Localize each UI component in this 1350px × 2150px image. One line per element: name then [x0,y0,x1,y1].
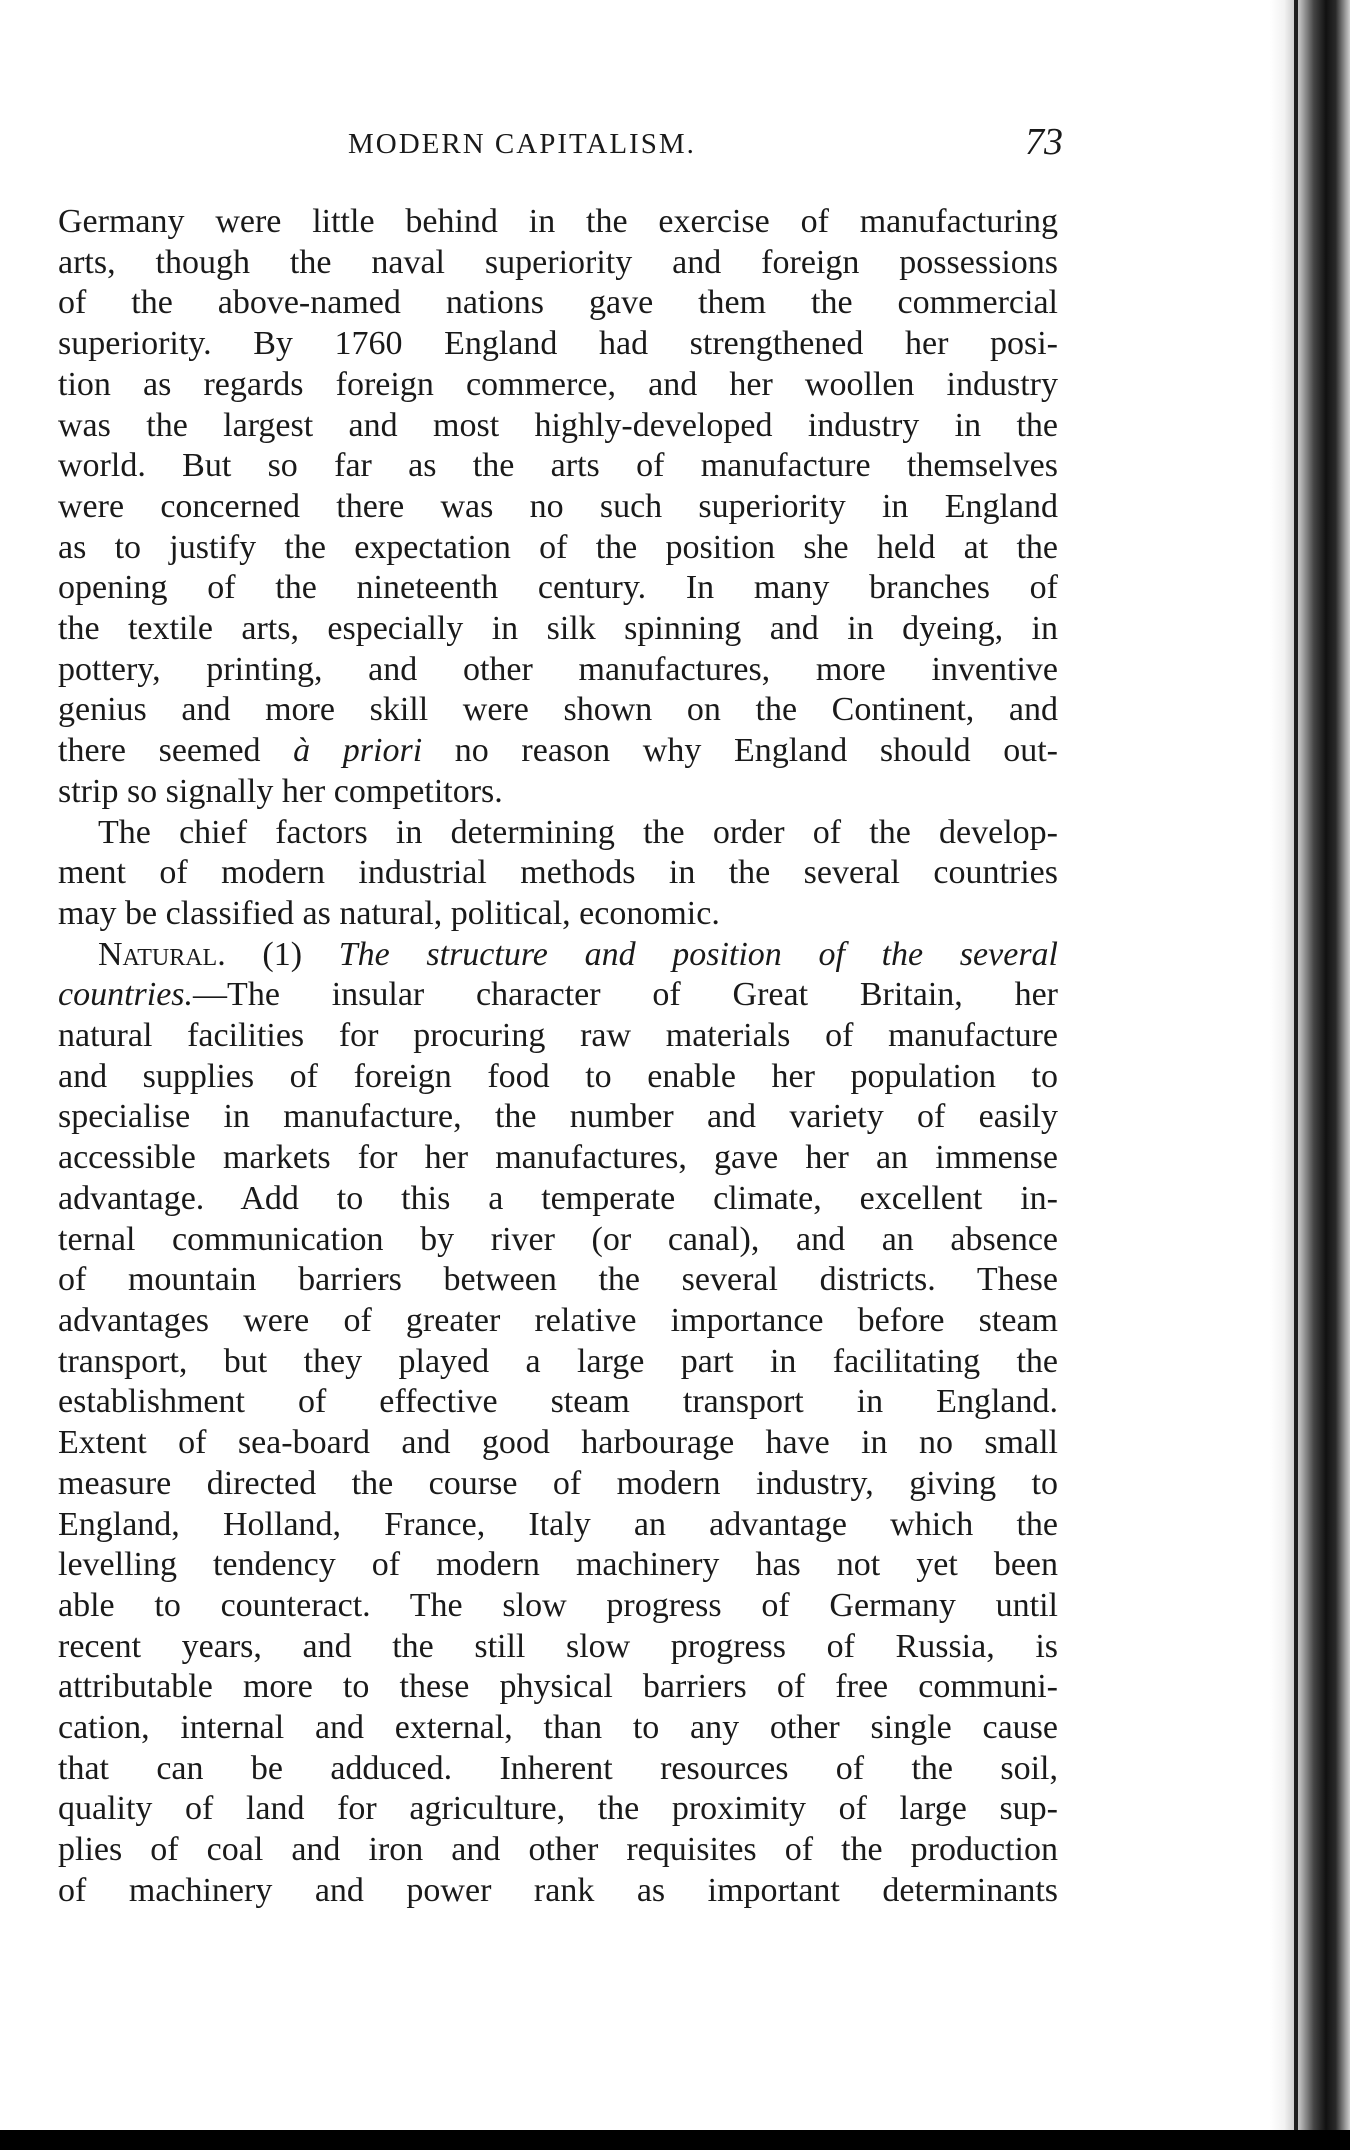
text-line: superiority. By 1760 England had strengthened her posi- [58,325,1058,363]
text-line: specialise in manufacture, the number and variety of easily [58,1098,1058,1136]
book-binding-edge [1270,0,1350,2150]
text-line: Extent of sea-board and good harbourage have in no small [58,1424,1058,1462]
text-line: pottery, printing, and other manufactures, more inventive [58,650,1058,688]
text-line: the textile arts, especially in silk spinning and in dyeing, in [58,610,1058,648]
italic-phrase: à priori [293,732,423,770]
text-line: strip so signally her competitors. [58,772,503,810]
text-line: transport, but they played a large part in facilitating the [58,1342,1058,1380]
text-line: ment of modern industrial methods in the several countries [58,854,1058,892]
text-line: that can be adduced. Inherent resources of the soil, [58,1749,1058,1787]
text-line: quality of land for agriculture, the proximity of large sup- [58,1790,1058,1828]
text-line: establishment of effective steam transport in England. [58,1383,1058,1421]
text-line: plies of coal and iron and other requisites of the production [58,1831,1058,1869]
text-line-natural [58,935,1058,976]
text-line: advantages were of greater relative importance before steam [58,1301,1058,1339]
text-line: accessible markets for her manufactures, gave her an immense [58,1139,1058,1177]
text-line: levelling tendency of modern machinery has not yet been [58,1546,1058,1584]
text-line: of the above-named nations gave them the commercial [58,284,1058,322]
text-line: and supplies of foreign food to enable her population to [58,1057,1058,1095]
page-header [58,121,1063,174]
text-line: natural facilities for procuring raw materials of manufacture [58,1017,1058,1055]
text-line: The chief factors in determining the order of the develop- [98,813,1058,851]
text-line: Germany were little behind in the exercise of manufacturing [58,203,1058,240]
text-line: cation, internal and external, than to any other single cause [58,1709,1058,1747]
text-run: —The insular character of Great Britain, her [193,976,1058,1014]
text-line: ternal communication by river (or canal), and an absence [58,1220,1058,1258]
text-line: world. But so far as the arts of manufacture themselves [58,447,1058,485]
text-line: advantage. Add to this a temperate climate, excellent in- [58,1179,1058,1217]
text-line: opening of the nineteenth century. In many branches of [58,569,1058,607]
italic-heading-end: countries. [58,976,194,1014]
scan-bottom-edge [0,2130,1350,2150]
text-line: England, Holland, France, Italy an advantage which the [58,1505,1058,1543]
text-line: measure directed the course of modern industry, giving to [58,1464,1058,1502]
page-number: 73 [1025,121,1063,163]
text-run: no reason why England should out- [422,732,1059,770]
text-line: attributable more to these physical barriers of free communi- [58,1668,1058,1706]
text-line: may be classified as natural, political, economic. [58,894,720,932]
text-line: as to justify the expectation of the position she held at the [58,528,1058,566]
text-line-countries [58,975,1058,1016]
text-line: was the largest and most highly-developed industry in the [58,406,1058,444]
text-line-apriori [58,731,1058,772]
text-line: arts, though the naval superiority and foreign possessions [58,243,1058,281]
text-line: tion as regards foreign commerce, and her woollen industry [58,365,1058,403]
text-line: recent years, and the still slow progress of Russia, is [58,1627,1058,1665]
text-line: of machinery and power rank as important determinants [58,1871,1058,1909]
text-line: were concerned there was no such superiority in England [58,487,1058,525]
text-line: genius and more skill were shown on the Continent, and [58,691,1058,729]
text-line: of mountain barriers between the several districts. These [58,1261,1058,1299]
text-line: able to counteract. The slow progress of Germany until [58,1586,1058,1624]
section-label-natural: Natural. [98,935,226,973]
page-body [58,202,1058,1912]
text-run: there seemed [58,732,294,770]
running-head: MODERN CAPITALISM. [348,128,696,160]
italic-heading: The structure and position of the several [338,935,1058,973]
binding-shadow-line [1294,0,1298,2150]
text-run: (1) [225,935,339,973]
